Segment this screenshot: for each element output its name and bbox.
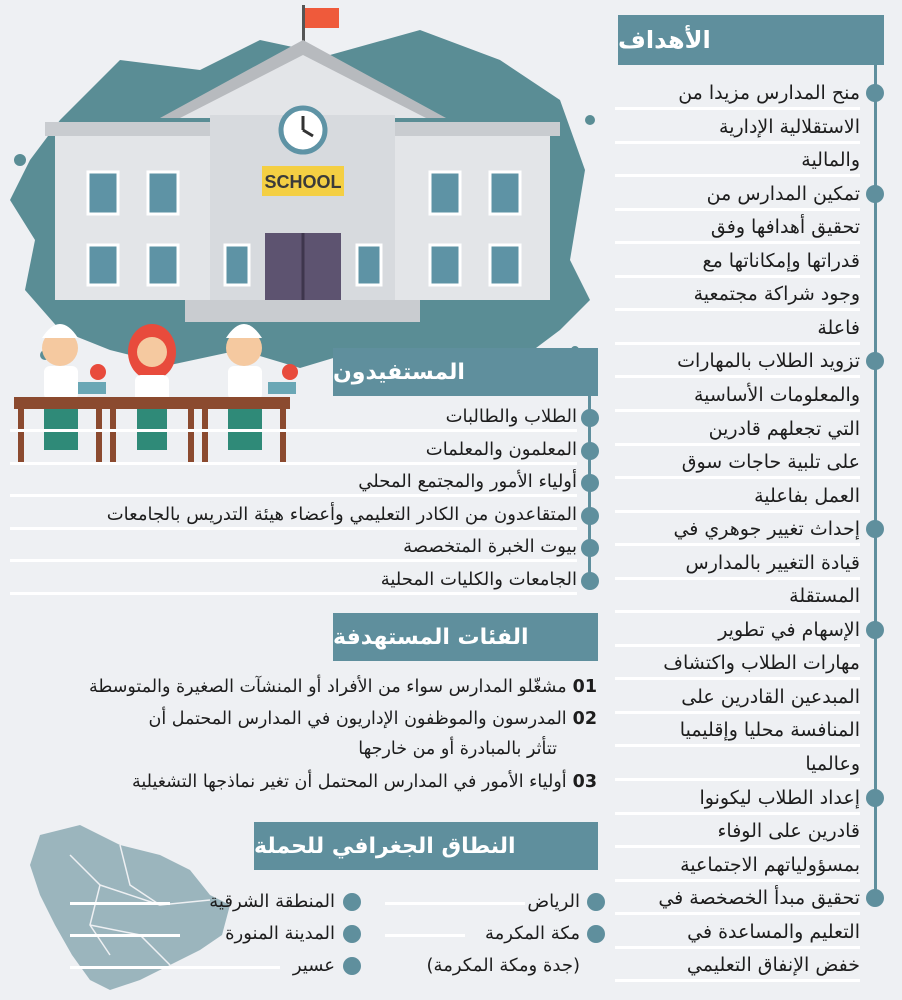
geo-header	[254, 822, 598, 870]
goal-bullet-icon	[866, 889, 884, 907]
beneficiary-item: بيوت الخبرة المتخصصة	[10, 532, 577, 562]
target-group-line	[7, 767, 597, 797]
beneficiaries-title: المستفيدون	[333, 359, 465, 385]
saudi-map-icon	[10, 815, 240, 1000]
target-group-text: مشغّلو المدارس سواء من الأفراد أو المنشآت الصغيرة والمتوسطة	[88, 677, 567, 697]
geo-bullet-icon	[343, 957, 361, 975]
goal-bullet-icon	[866, 352, 884, 370]
goal-bullet-icon	[866, 84, 884, 102]
geo-bullet-icon	[343, 925, 361, 943]
goal-line: الإسهام في تطوير	[615, 613, 860, 647]
beneficiary-bullet-icon	[581, 507, 599, 525]
goal-line: قيادة التغيير بالمدارس	[615, 546, 860, 580]
beneficiary-item: الجامعات والكليات المحلية	[10, 565, 577, 595]
target-group-number: 02	[572, 709, 597, 729]
goals-title: الأهداف	[618, 26, 711, 54]
geo-underline	[385, 902, 525, 905]
goal-line: وجود شراكة مجتمعية	[615, 277, 860, 311]
geo-bullet-icon	[587, 893, 605, 911]
goal-line: تمكين المدارس من	[615, 177, 860, 211]
goal-line: تحقيق مبدأ الخصخصة في	[615, 881, 860, 915]
goal-line: على تلبية حاجات سوق	[615, 445, 860, 479]
geo-region: المدينة المنورة	[225, 923, 335, 944]
beneficiary-item: المعلمون والمعلمات	[10, 435, 577, 465]
goal-bullet-icon	[866, 520, 884, 538]
beneficiary-bullet-icon	[581, 539, 599, 557]
target-groups-title: الفئات المستهدفة	[333, 624, 529, 650]
target-group-text: أولياء الأمور في المدارس المحتمل أن تغير نماذجها التشغيلية	[132, 772, 567, 792]
goal-line: خفض الإنفاق التعليمي	[615, 948, 860, 982]
goal-line: والمالية	[615, 143, 860, 177]
goal-line: إعداد الطلاب ليكونوا	[615, 781, 860, 815]
target-group-line	[7, 672, 597, 702]
geo-underline	[385, 934, 465, 937]
target-group-number: 03	[572, 772, 597, 792]
beneficiaries-header	[333, 348, 598, 396]
geo-bullet-icon	[343, 893, 361, 911]
goal-line: التعليم والمساعدة في	[615, 915, 860, 949]
goal-line: الاستقلالية الإدارية	[615, 110, 860, 144]
geo-region: الرياض	[527, 891, 580, 912]
geo-underline	[70, 934, 180, 937]
goal-line: المستقلة	[615, 579, 860, 613]
beneficiary-item: المتقاعدون من الكادر التعليمي وأعضاء هيئة التدريس بالجامعات	[10, 500, 577, 530]
school-sign-text: SCHOOL	[264, 172, 342, 192]
goal-bullet-icon	[866, 185, 884, 203]
goal-line: قدراتها وإمكاناتها مع	[615, 244, 860, 278]
goal-line: وعالميا	[615, 747, 860, 781]
goals-header	[618, 15, 884, 65]
target-group-text: تتأثر بالمبادرة أو من خارجها	[358, 739, 557, 759]
target-groups-header	[333, 613, 598, 661]
beneficiary-item: أولياء الأمور والمجتمع المحلي	[10, 467, 577, 497]
goal-line: تزويد الطلاب بالمهارات	[615, 344, 860, 378]
goal-bullet-icon	[866, 789, 884, 807]
goal-line: المنافسة محليا وإقليميا	[615, 713, 860, 747]
target-group-line	[7, 734, 597, 764]
geo-underline	[70, 966, 280, 969]
goal-line: قادرين على الوفاء	[615, 814, 860, 848]
goal-line: والمعلومات الأساسية	[615, 378, 860, 412]
beneficiary-item: الطلاب والطالبات	[10, 402, 577, 432]
beneficiary-bullet-icon	[581, 474, 599, 492]
geo-bullet-icon	[587, 925, 605, 943]
goal-line: بمسؤولياتهم الاجتماعية	[615, 848, 860, 882]
beneficiary-bullet-icon	[581, 572, 599, 590]
apple-icon	[90, 364, 106, 380]
goal-bullet-icon	[866, 621, 884, 639]
goal-line: مهارات الطلاب واكتشاف	[615, 646, 860, 680]
goal-line: تحقيق أهدافها وفق	[615, 210, 860, 244]
goal-line: التي تجعلهم قادرين	[615, 412, 860, 446]
goal-line: المبدعين القادرين على	[615, 680, 860, 714]
geo-underline	[70, 902, 170, 905]
goal-line: منح المدارس مزيدا من	[615, 76, 860, 110]
geo-title: النطاق الجغرافي للحملة	[254, 833, 516, 859]
geo-region: (جدة ومكة المكرمة)	[426, 955, 580, 976]
target-group-number: 01	[572, 677, 597, 697]
beneficiary-bullet-icon	[581, 409, 599, 427]
goal-line: إحداث تغيير جوهري في	[615, 512, 860, 546]
apple-icon	[282, 364, 298, 380]
target-group-text: المدرسون والموظفون الإداريون في المدارس المحتمل أن	[148, 709, 567, 729]
geo-region: عسير	[292, 955, 335, 976]
target-group-line	[7, 704, 597, 734]
geo-region: مكة المكرمة	[484, 923, 580, 944]
beneficiary-bullet-icon	[581, 442, 599, 460]
geo-region: المنطقة الشرقية	[209, 891, 335, 912]
goal-line: العمل بفاعلية	[615, 479, 860, 513]
goal-line: فاعلة	[615, 311, 860, 345]
flag-icon	[305, 8, 339, 28]
